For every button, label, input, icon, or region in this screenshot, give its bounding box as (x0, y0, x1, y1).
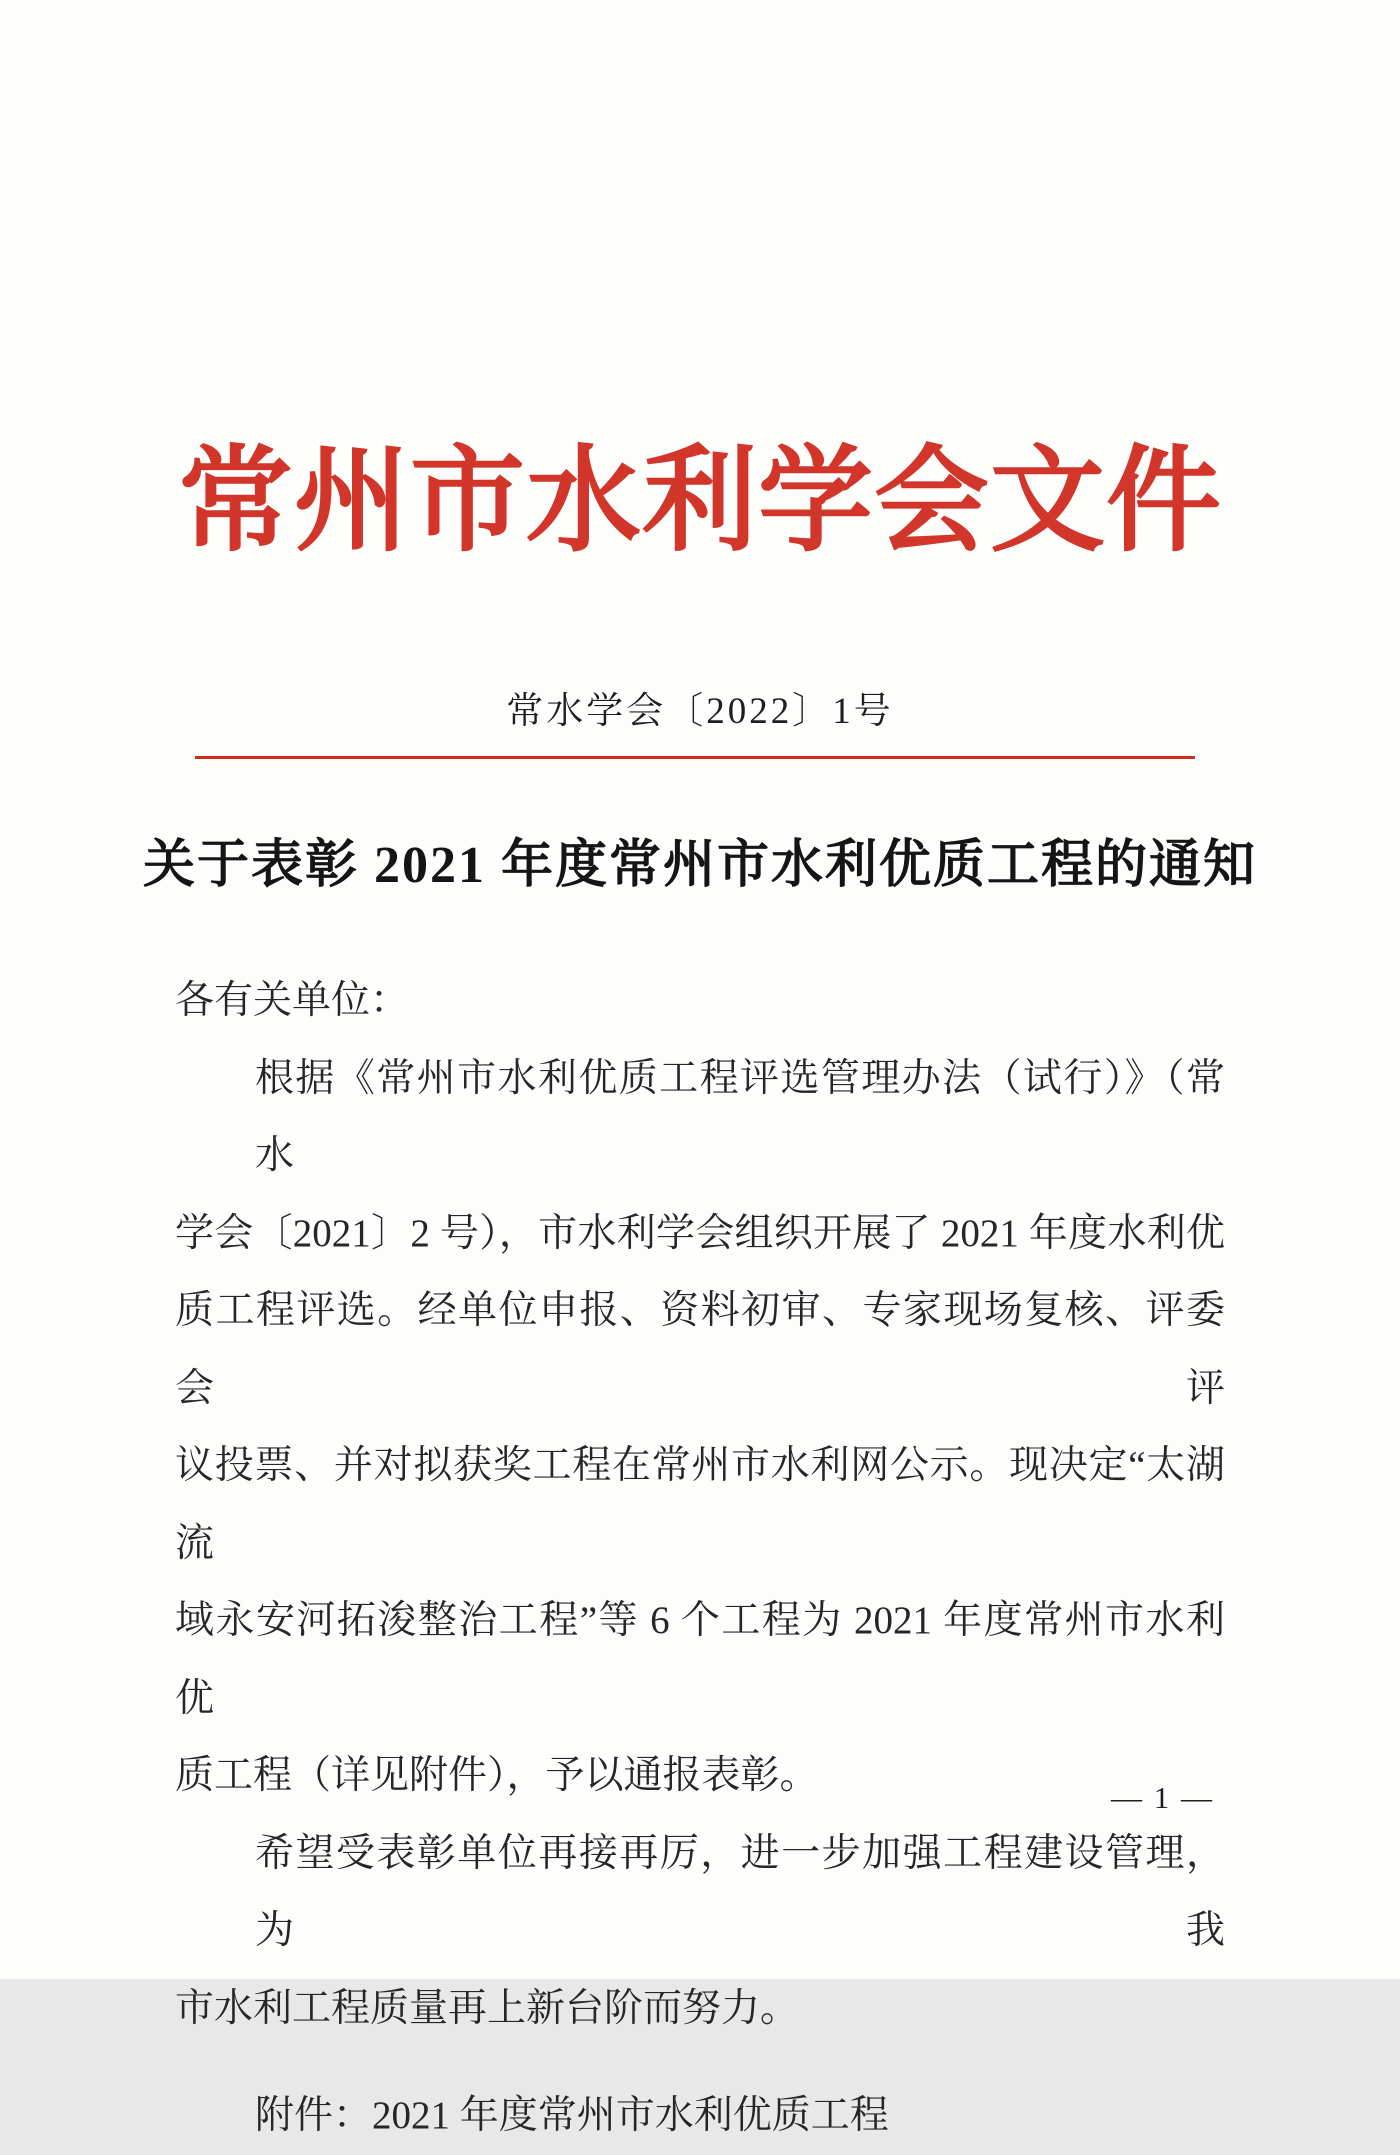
body-line: 质工程（详见附件），予以通报表彰。 (175, 1754, 819, 1797)
salutation: 各有关单位： (175, 979, 410, 1022)
body-line: 议投票、并对拟获奖工程在常州市水利网公示。现决定“太湖流 (175, 1444, 1225, 1565)
body-line: 市水利工程质量再上新台阶而努力。 (175, 1986, 800, 2030)
body-line: 质工程评选。经单位申报、资料初审、专家现场复核、评委会评 (175, 1289, 1225, 1410)
org-title: 常州市水利学会文件 (177, 438, 1222, 565)
page-number: — 1 — (1111, 1780, 1214, 1815)
body-content (175, 962, 1225, 2155)
subject-title: 关于表彰 2021 年度常州市水利优质工程的通知 (142, 837, 1257, 894)
body-line: 根据《常州市水利优质工程评选管理办法（试行）》（常水 (255, 1056, 1225, 1177)
body-paragraphs (175, 1040, 1225, 2048)
body-line: 域永安河拓浚整治工程”等 6 个工程为 2021 年度常州市水利优 (175, 1599, 1225, 1720)
red-divider-rule (195, 756, 1195, 759)
body-line: 学会〔2021〕2 号），市水利学会组织开展了 2021 年度水利优 (175, 1211, 1225, 1255)
body-line: 希望受表彰单位再接再厉，进一步加强工程建设管理，为我 (255, 1831, 1225, 1952)
doc-number: 常水学会〔2022〕1号 (506, 691, 894, 732)
attachment-line: 附件：2021 年度常州市水利优质工程 (255, 2094, 889, 2137)
